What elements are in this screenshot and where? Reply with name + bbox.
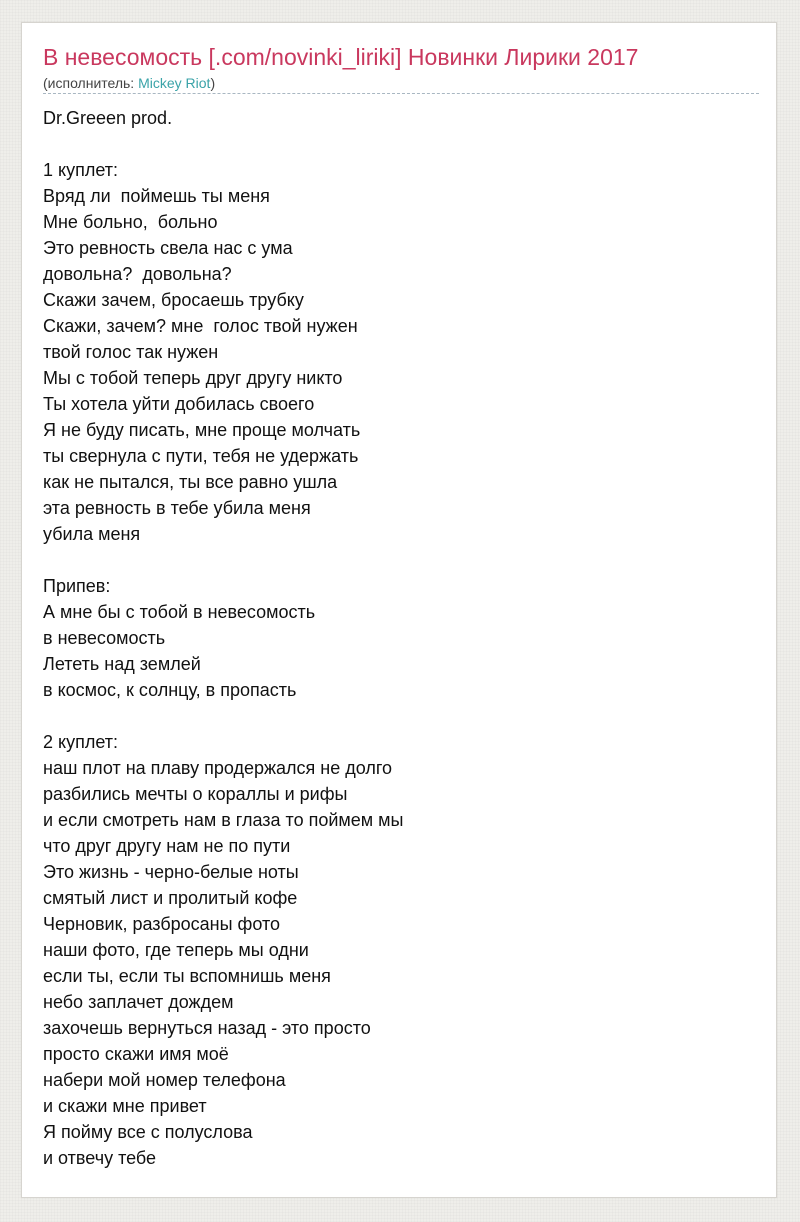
lyric-line: Я не буду писать, мне проще молчать	[43, 420, 361, 440]
lyric-line: эта ревность в тебе убила меня	[43, 498, 311, 518]
lyric-line: в невесомость	[43, 628, 166, 648]
lyric-line: Мне больно, больно	[43, 212, 218, 232]
lyric-line: небо заплачет дождем	[43, 992, 234, 1012]
lyrics-body	[43, 105, 759, 1171]
lyric-line: убила меня	[43, 524, 141, 544]
lyric-line: и отвечу тебе	[43, 1148, 157, 1168]
artist-link[interactable]: Mickey Riot	[138, 75, 211, 91]
lyric-line: Я пойму все с полуслова	[43, 1122, 253, 1142]
lyric-line: просто скажи имя моё	[43, 1044, 229, 1064]
lyric-line: 1 куплет:	[43, 160, 118, 180]
lyric-line: Вряд ли поймешь ты меня	[43, 186, 270, 206]
lyric-line: твой голос так нужен	[43, 342, 219, 362]
title-divider	[43, 93, 759, 94]
lyric-line: наши фото, где теперь мы одни	[43, 940, 309, 960]
lyric-line: Припев:	[43, 576, 111, 596]
song-title: В невесомость [.com/novinki_liriki] Новинки Лирики 2017	[43, 44, 639, 70]
lyric-line: А мне бы с тобой в невесомость	[43, 602, 316, 622]
lyric-line: Ты хотела уйти добилась своего	[43, 394, 315, 414]
lyric-line: как не пытался, ты все равно ушла	[43, 472, 338, 492]
lyric-line: наш плот на плаву продержался не долго	[43, 758, 393, 778]
blank-line	[43, 703, 759, 729]
lyric-line: Скажи зачем, бросаешь трубку	[43, 290, 304, 310]
lyric-line: в космос, к солнцу, в пропасть	[43, 680, 297, 700]
lyric-line: Dr.Greeen prod.	[43, 108, 173, 128]
lyric-line: ты свернула с пути, тебя не удержать	[43, 446, 359, 466]
lyric-line: и если смотреть нам в глаза то поймем мы	[43, 810, 404, 830]
lyric-line: Черновик, разбросаны фото	[43, 914, 281, 934]
lyric-line: Это жизнь - черно-белые ноты	[43, 862, 299, 882]
lyric-line: набери мой номер телефона	[43, 1070, 286, 1090]
artist-line	[43, 74, 215, 92]
lyric-line: смятый лист и пролитый кофе	[43, 888, 298, 908]
lyric-line: захочешь вернуться назад - это просто	[43, 1018, 371, 1038]
lyrics-card	[21, 22, 777, 1198]
lyric-line: если ты, если ты вспомнишь меня	[43, 966, 331, 986]
blank-line	[43, 131, 759, 157]
lyric-line: и скажи мне привет	[43, 1096, 207, 1116]
lyric-line: довольна? довольна?	[43, 264, 232, 284]
lyric-line: Мы с тобой теперь друг другу никто	[43, 368, 343, 388]
lyric-line: 2 куплет:	[43, 732, 118, 752]
lyric-line: разбились мечты о кораллы и рифы	[43, 784, 348, 804]
lyric-line: что друг другу нам не по пути	[43, 836, 291, 856]
blank-line	[43, 547, 759, 573]
artist-suffix: )	[210, 75, 216, 91]
lyric-line: Это ревность свела нас с ума	[43, 238, 293, 258]
lyric-line: Скажи, зачем? мне голос твой нужен	[43, 316, 358, 336]
lyric-line: Лететь над землей	[43, 654, 201, 674]
artist-prefix: (исполнитель:	[43, 75, 139, 91]
